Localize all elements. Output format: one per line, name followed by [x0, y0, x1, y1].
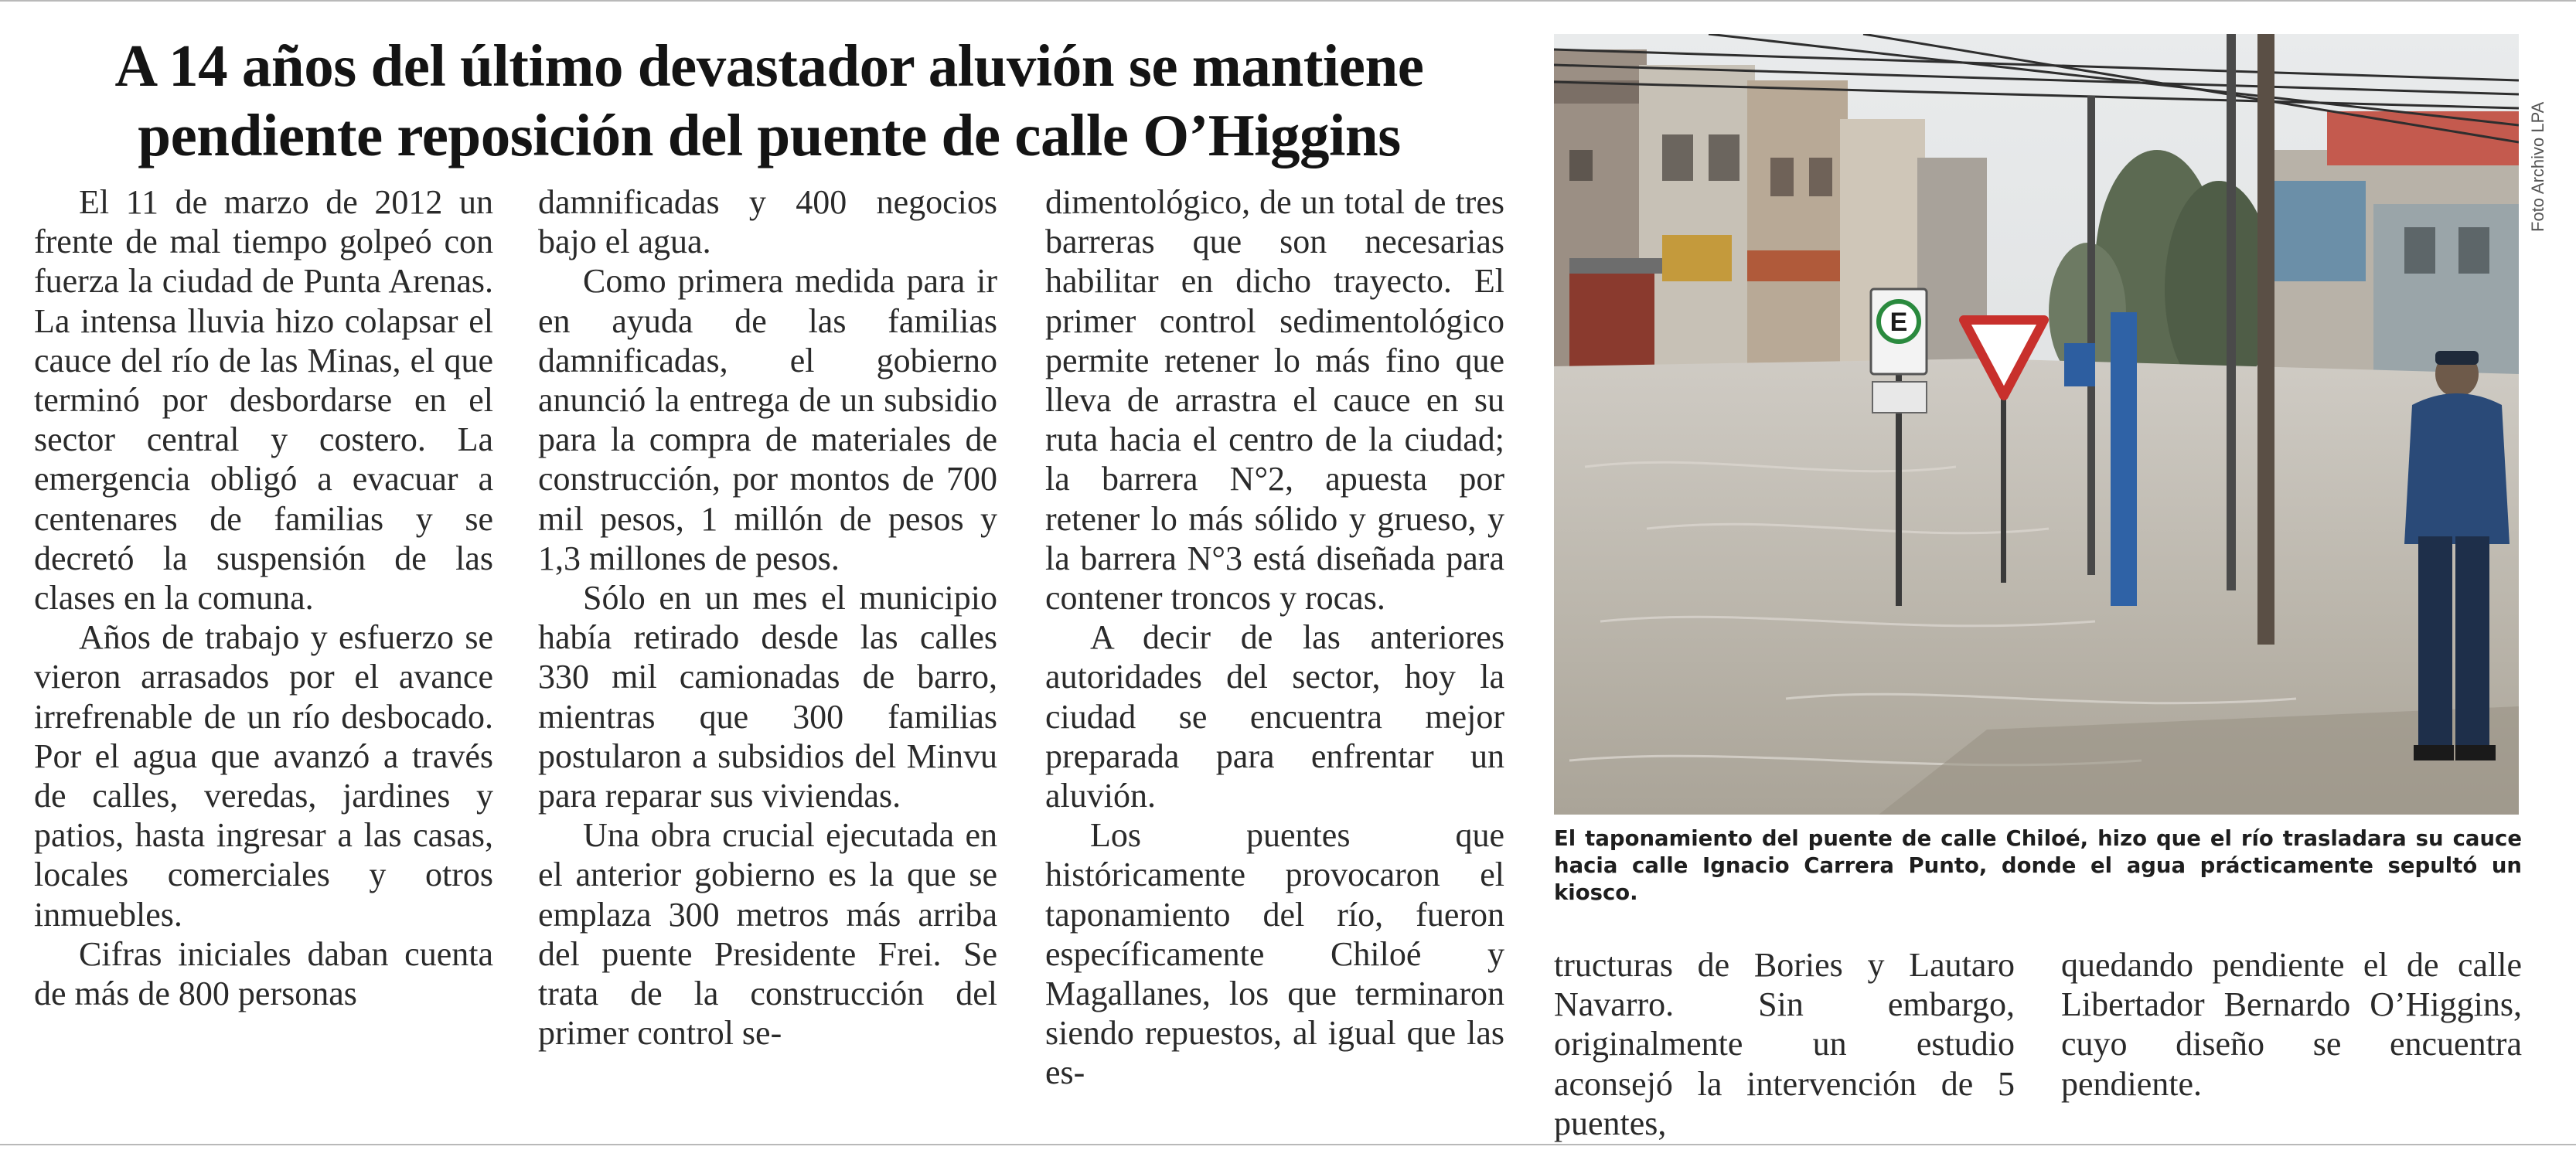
paragraph: Una obra crucial ejecutada en el anterior gobierno es la que se emplaza 300 metros más arriba del puente Presidente Frei. Se trata de la construcción del primer control se-: [538, 816, 997, 1053]
paragraph: Años de trabajo y esfuerzo se vieron arrasados por el avance irrefrenable de un río desbocado. Por el agua que avanzó a través de calles, veredas, jardines y patios, hasta ingresar a las casas, locales comerciales y otros inmuebles.: [34, 618, 493, 934]
paragraph: El 11 de marzo de 2012 un frente de mal tiempo golpeó con fuerza la ciudad de Punta Arenas. La intensa lluvia hizo colapsar el cauce del río de las Minas, el que terminó por desbordarse en el sector central y costero. La emergencia obligó a evacuar a centenares de familias y se decretó la suspensión de las clases en la comuna.: [34, 183, 493, 618]
paragraph: A decir de las anteriores autoridades del sector, hoy la ciudad se encuentra mejor preparada para enfrentar un aluvión.: [1045, 618, 1504, 815]
headline-line-1: A 14 años del último devastador aluvión se mantiene: [114, 32, 1424, 99]
bottom-rule: [0, 1144, 2576, 1145]
paragraph: tructuras de Bories y Lautaro Navarro. Sin embargo, originalmente un estudio aconsejó la intervención de 5 puentes,: [1554, 946, 2015, 1142]
buildings-right: [2265, 111, 2519, 405]
paragraph: Los puentes que históricamente provocaron el taponamiento del río, fueron específicamente Chiloé y Magallanes, los que terminaron siendo repuestos, al igual que las es-: [1045, 816, 1504, 1092]
article-column-2: [538, 182, 997, 1053]
photo-credit: [2525, 39, 2550, 255]
article-headline: [23, 31, 1515, 170]
blue-sign: [2064, 343, 2095, 386]
article-column-1: [34, 182, 493, 1013]
paragraph: Sólo en un mes el municipio había retirado desde las calles 330 mil camionadas de barro, mientras que 300 familias postularon a subsidios del Minvu para reparar sus viviendas.: [538, 579, 997, 815]
sign-letter: E: [1889, 308, 1908, 337]
paragraph: dimentológico, de un total de tres barreras que son necesarias habilitar en dicho trayecto. El primer control sedimentológico permite retener lo más fino que lleva de arrastra el cauce en su ruta hacia el centro de la ciudad; la barrera N°2, apuesta por retener lo más sólido y grueso, y la barrera N°3 está diseñada para contener troncos y rocas.: [1045, 183, 1504, 618]
photo-caption: El taponamiento del puente de calle Chiloé, hizo que el río trasladara su cauce hacia calle Ignacio Carrera Punto, donde el agua prácticamente sepultó un kiosco.: [1554, 826, 2522, 905]
article-column-5: [2061, 945, 2522, 1104]
paragraph: Cifras iniciales daban cuenta de más de 800 personas: [34, 934, 493, 1013]
photo-credit-text: Foto Archivo LPA: [2528, 101, 2547, 232]
article-column-3: [1045, 182, 1504, 1093]
article-column-4: [1554, 945, 2015, 1143]
paragraph: damnificadas y 400 negocios bajo el agua.: [538, 183, 997, 261]
flood-photo: [1554, 34, 2519, 815]
flood-photo-illustration: [1554, 34, 2519, 815]
blue-pole: [2111, 312, 2137, 606]
paragraph: Como primera medida para ir en ayuda de las familias damnificadas, el gobierno anunció la entrega de un subsidio para la compra de materiales de construcción, por montos de 700 mil pesos, 1 millón de pesos y 1,3 millones de pesos.: [538, 262, 997, 577]
top-rule: [0, 0, 2576, 2]
paragraph: quedando pendiente el de calle Libertador Bernardo O’Higgins, cuyo diseño se encuentra pendiente.: [2061, 946, 2522, 1103]
headline-line-2: pendiente reposición del puente de calle O’Higgins: [138, 102, 1401, 168]
